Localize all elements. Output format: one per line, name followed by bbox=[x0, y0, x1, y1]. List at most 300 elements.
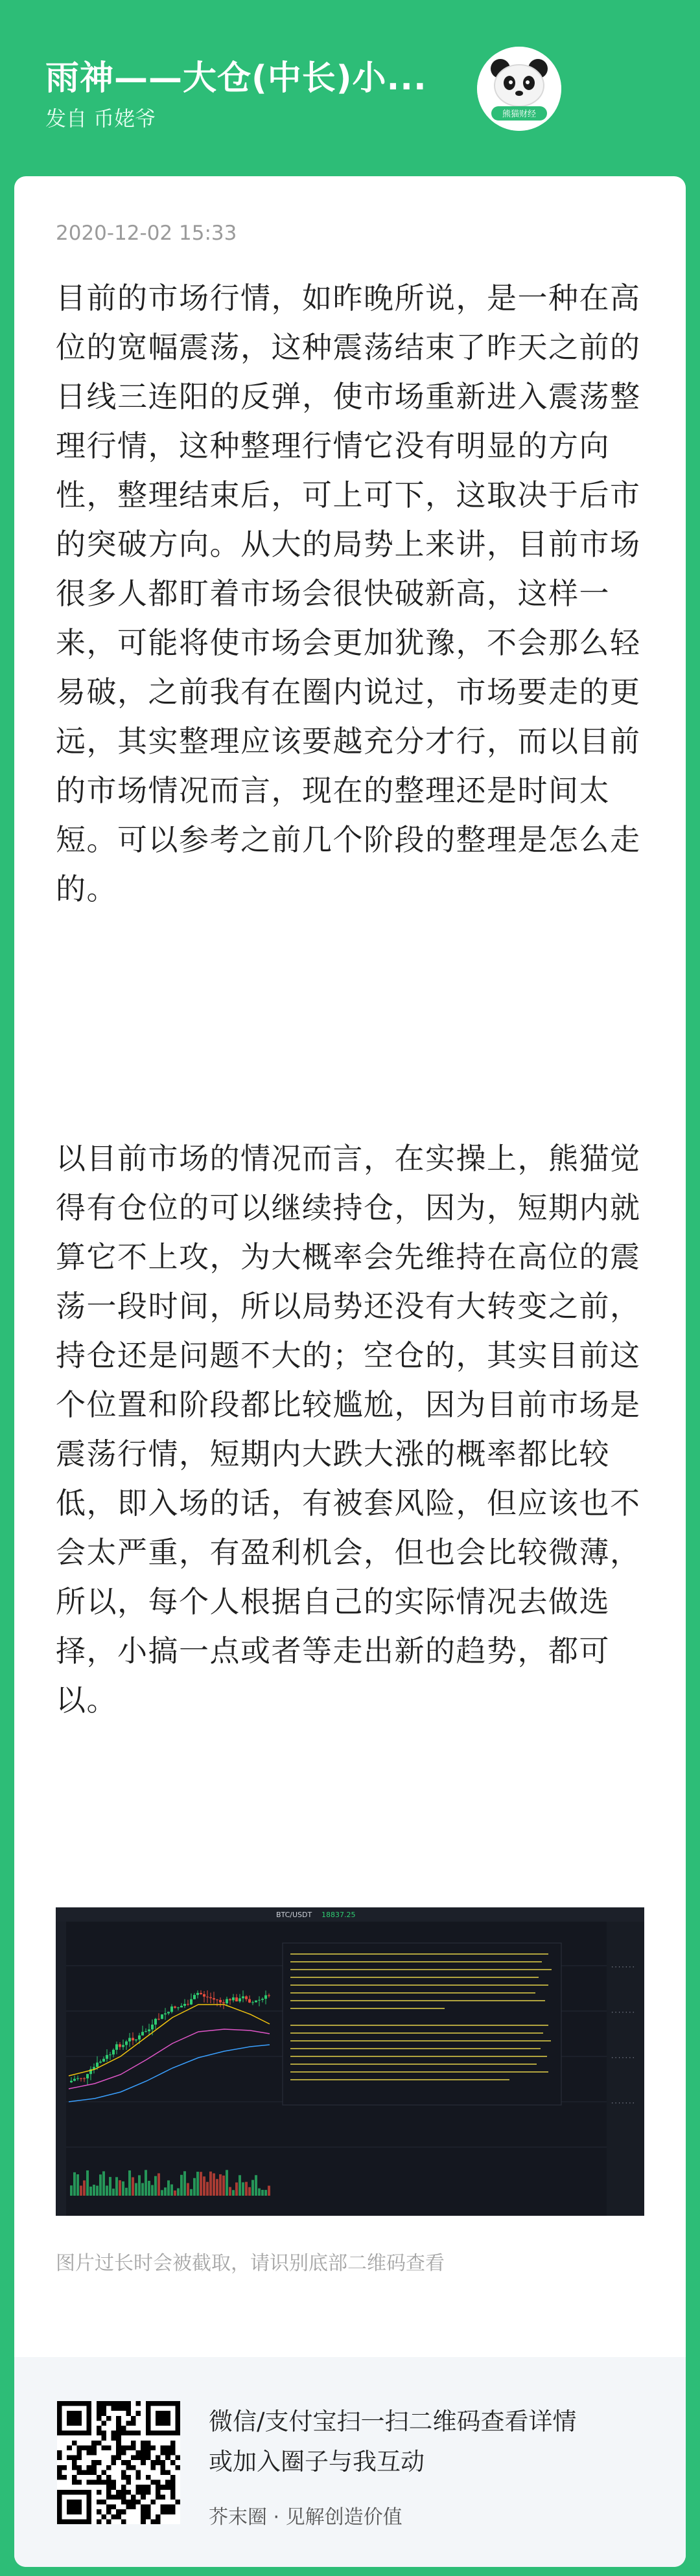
volume-bar bbox=[161, 2190, 163, 2196]
candle-body bbox=[83, 2078, 86, 2079]
candle-body bbox=[122, 2045, 124, 2047]
volume-bar bbox=[206, 2182, 209, 2196]
publisher-line bbox=[45, 102, 156, 132]
qr-module bbox=[97, 2475, 102, 2480]
qr-module bbox=[150, 2480, 156, 2485]
qr-module bbox=[126, 2505, 131, 2510]
qr-module bbox=[150, 2445, 156, 2450]
candle-body bbox=[264, 1995, 267, 1999]
qr-module bbox=[165, 2485, 170, 2490]
candlestick-chart-image bbox=[56, 1907, 644, 2216]
qr-module bbox=[76, 2465, 82, 2470]
qr-module bbox=[57, 2455, 62, 2461]
volume-bar bbox=[96, 2186, 99, 2196]
qr-module bbox=[136, 2490, 141, 2495]
candle-body bbox=[86, 2074, 89, 2078]
qr-module bbox=[106, 2494, 111, 2500]
qr-module bbox=[170, 2450, 176, 2455]
qr-module bbox=[97, 2480, 102, 2485]
qr-module bbox=[126, 2460, 131, 2465]
volume-bar bbox=[183, 2171, 186, 2196]
qr-module bbox=[91, 2445, 97, 2450]
volume-bar bbox=[154, 2176, 157, 2196]
volume-bar bbox=[93, 2185, 95, 2196]
candle-body bbox=[219, 2000, 222, 2003]
qr-module bbox=[131, 2494, 136, 2500]
qr-module bbox=[116, 2416, 121, 2421]
qr-module bbox=[141, 2519, 146, 2524]
qr-module bbox=[136, 2431, 141, 2436]
svg-text:·······: ······· bbox=[611, 1964, 635, 1971]
candle-body bbox=[196, 1993, 199, 1995]
candle-body bbox=[164, 2014, 167, 2015]
qr-module bbox=[146, 2455, 151, 2461]
volume-bar bbox=[158, 2173, 160, 2196]
candle-body bbox=[239, 1998, 241, 2001]
qr-module bbox=[175, 2455, 180, 2461]
qr-module bbox=[161, 2485, 166, 2490]
qr-module bbox=[156, 2519, 161, 2524]
qr-module bbox=[126, 2445, 131, 2450]
qr-module bbox=[150, 2500, 156, 2505]
candle-body bbox=[145, 2031, 147, 2032]
candle-body bbox=[161, 2014, 163, 2019]
qr-module bbox=[170, 2509, 176, 2514]
qr-module bbox=[121, 2509, 126, 2514]
volume-bar bbox=[235, 2183, 238, 2196]
qr-module bbox=[97, 2460, 102, 2465]
qr-module bbox=[165, 2505, 170, 2510]
qr-module bbox=[161, 2505, 166, 2510]
qr-module bbox=[97, 2519, 102, 2524]
qr-module bbox=[126, 2406, 131, 2411]
volume-bar bbox=[151, 2185, 154, 2196]
volume-bar bbox=[232, 2190, 235, 2196]
volume-bar bbox=[200, 2172, 202, 2196]
qr-module bbox=[156, 2514, 161, 2520]
qr-module bbox=[116, 2450, 121, 2455]
qr-module bbox=[126, 2500, 131, 2505]
qr-module bbox=[121, 2475, 126, 2480]
qr-module bbox=[121, 2406, 126, 2411]
volume-bar bbox=[222, 2176, 225, 2196]
volume-bar bbox=[190, 2189, 192, 2196]
qr-module bbox=[101, 2431, 106, 2436]
qr-module bbox=[101, 2411, 106, 2416]
volume-bar bbox=[242, 2182, 244, 2196]
qr-module bbox=[131, 2431, 136, 2436]
qr-module bbox=[121, 2485, 126, 2490]
qr-module bbox=[116, 2401, 121, 2406]
volume-bar bbox=[248, 2187, 251, 2196]
chart-screenshot-image[interactable] bbox=[56, 1907, 644, 2216]
qr-module bbox=[91, 2480, 97, 2485]
volume-bar bbox=[216, 2179, 218, 2196]
qr-module bbox=[170, 2445, 176, 2450]
volume-bar bbox=[167, 2180, 170, 2196]
candle-body bbox=[180, 2006, 183, 2008]
qr-module bbox=[111, 2460, 117, 2465]
qr-module bbox=[141, 2509, 146, 2514]
qr-module bbox=[121, 2426, 126, 2431]
qr-module bbox=[116, 2426, 121, 2431]
candle-body bbox=[73, 2079, 76, 2081]
qr-module bbox=[156, 2485, 161, 2490]
volume-bar bbox=[174, 2191, 176, 2196]
qr-module bbox=[87, 2450, 92, 2455]
qr-module bbox=[141, 2460, 146, 2465]
avatar-badge-text: 熊猫财经 bbox=[502, 109, 537, 119]
candle-body bbox=[258, 2000, 261, 2001]
qr-module bbox=[91, 2441, 97, 2446]
qr-module bbox=[72, 2460, 77, 2465]
post-card bbox=[14, 176, 686, 2567]
qr-module bbox=[106, 2401, 111, 2406]
qr-module bbox=[131, 2505, 136, 2510]
qr-module bbox=[87, 2465, 92, 2470]
qr-module bbox=[146, 2505, 151, 2510]
qr-module bbox=[136, 2485, 141, 2490]
qr-finder bbox=[67, 2500, 82, 2514]
qr-module bbox=[91, 2450, 97, 2455]
candle-body bbox=[200, 1993, 202, 1994]
qr-module bbox=[116, 2445, 121, 2450]
qr-module bbox=[175, 2500, 180, 2505]
qr-module bbox=[131, 2445, 136, 2450]
candle-body bbox=[216, 1999, 218, 2000]
qr-module bbox=[121, 2450, 126, 2455]
qr-module bbox=[146, 2485, 151, 2490]
qr-module bbox=[131, 2441, 136, 2446]
chart-pair-label: BTC/USDT bbox=[276, 1911, 312, 1919]
candle-body bbox=[138, 2036, 141, 2040]
qr-module bbox=[150, 2465, 156, 2470]
qr-module bbox=[116, 2455, 121, 2461]
qr-module bbox=[150, 2519, 156, 2524]
candle-body bbox=[203, 1994, 205, 1997]
qr-module bbox=[161, 2465, 166, 2470]
qr-module bbox=[76, 2455, 82, 2461]
qr-module bbox=[126, 2411, 131, 2416]
qr-module bbox=[97, 2509, 102, 2514]
qr-module bbox=[57, 2450, 62, 2455]
volume-bar bbox=[209, 2172, 212, 2196]
qr-module bbox=[165, 2509, 170, 2514]
volume-bar bbox=[145, 2170, 147, 2196]
qr-module bbox=[106, 2475, 111, 2480]
qr-module bbox=[146, 2509, 151, 2514]
volume-bar bbox=[73, 2172, 76, 2196]
chart-price-label: 18837.25 bbox=[321, 1911, 356, 1919]
qr-module bbox=[111, 2505, 117, 2510]
qr-module bbox=[116, 2509, 121, 2514]
qr-module bbox=[111, 2401, 117, 2406]
publisher-prefix: 发自 bbox=[45, 106, 88, 131]
qr-module bbox=[87, 2445, 92, 2450]
qr-module bbox=[126, 2475, 131, 2480]
volume-bar bbox=[261, 2190, 264, 2196]
candle-body bbox=[106, 2055, 108, 2059]
qr-module bbox=[170, 2460, 176, 2465]
volume-bar bbox=[80, 2185, 82, 2196]
qr-module bbox=[161, 2450, 166, 2455]
qr-module bbox=[97, 2401, 102, 2406]
qr-module bbox=[67, 2445, 72, 2450]
qr-module bbox=[91, 2470, 97, 2475]
candle-body bbox=[187, 2004, 189, 2005]
volume-bar bbox=[112, 2189, 115, 2196]
volume-bar bbox=[164, 2187, 167, 2196]
volume-bar bbox=[268, 2186, 270, 2196]
qr-module bbox=[76, 2450, 82, 2455]
qr-code-icon[interactable] bbox=[57, 2401, 180, 2524]
qr-module bbox=[170, 2490, 176, 2495]
volume-bar bbox=[135, 2183, 137, 2196]
qr-module bbox=[165, 2445, 170, 2450]
qr-module bbox=[116, 2421, 121, 2426]
qr-module bbox=[106, 2505, 111, 2510]
post-date: 2020-12-02 15:33 bbox=[56, 222, 237, 245]
qr-module bbox=[170, 2475, 176, 2480]
footer-qr-section bbox=[14, 2357, 686, 2567]
paragraph-2: 以目前市场的情况而言，在实操上，熊猫觉得有仓位的可以继续持仓，因为，短期内就算它不上攻，为大概率会先维持在高位的震荡一段时间，所以局势还没有大转变之前，持仓还是问题不大的；空仓的，其实目前这个位置和阶段都比较尴尬，因为目前市场是震荡行情，短期内大跌大涨的概率都比较低，即入场的话，有被套风险，但应该也不会太严重，有盈利机会，但也会比较微薄，所以，每个人根据自己的实际情况去做选择，小搞一点或者等走出新的趋势，都可以。 bbox=[56, 1141, 641, 1718]
qr-module bbox=[82, 2470, 87, 2475]
candle-body bbox=[99, 2062, 102, 2063]
volume-bar bbox=[89, 2187, 92, 2196]
candle-body bbox=[248, 1999, 251, 2003]
qr-module bbox=[106, 2480, 111, 2485]
qr-module bbox=[57, 2475, 62, 2480]
qr-module bbox=[136, 2470, 141, 2475]
qr-module bbox=[131, 2455, 136, 2461]
qr-module bbox=[72, 2480, 77, 2485]
qr-module bbox=[141, 2445, 146, 2450]
candle-body bbox=[151, 2025, 154, 2029]
candle-body bbox=[102, 2059, 105, 2062]
candle-body bbox=[128, 2038, 131, 2041]
qr-module bbox=[82, 2445, 87, 2450]
qr-module bbox=[76, 2470, 82, 2475]
qr-module bbox=[121, 2445, 126, 2450]
qr-module bbox=[156, 2455, 161, 2461]
qr-module bbox=[116, 2431, 121, 2436]
candle-body bbox=[235, 1997, 238, 2001]
qr-module bbox=[76, 2445, 82, 2450]
candle-body bbox=[170, 2007, 173, 2012]
qr-module bbox=[165, 2470, 170, 2475]
qr-module bbox=[126, 2480, 131, 2485]
candle-body bbox=[232, 1997, 235, 2000]
volume-bar bbox=[99, 2174, 102, 2196]
qr-module bbox=[165, 2455, 170, 2461]
qr-finder bbox=[67, 2411, 82, 2426]
qr-module bbox=[101, 2406, 106, 2411]
volume-bar bbox=[115, 2177, 118, 2196]
candle-body bbox=[226, 1999, 228, 2004]
qr-module bbox=[101, 2480, 106, 2485]
candle-body bbox=[76, 2078, 79, 2079]
svg-text:·······: ······· bbox=[611, 2100, 635, 2107]
qr-module bbox=[126, 2490, 131, 2495]
candle-body bbox=[193, 1995, 196, 1999]
qr-module bbox=[106, 2465, 111, 2470]
candle-body bbox=[261, 1999, 264, 2000]
volume-bar bbox=[122, 2181, 124, 2196]
avatar[interactable] bbox=[477, 47, 561, 131]
candle-body bbox=[245, 1996, 248, 1999]
qr-module bbox=[57, 2470, 62, 2475]
qr-module bbox=[136, 2455, 141, 2461]
qr-module bbox=[76, 2480, 82, 2485]
candle-body bbox=[174, 2007, 176, 2008]
svg-text:·······: ······· bbox=[611, 2010, 635, 2016]
candle-body bbox=[190, 1999, 192, 2005]
qr-module bbox=[72, 2441, 77, 2446]
candle-body bbox=[154, 2019, 157, 2025]
qr-module bbox=[121, 2401, 126, 2406]
qr-module bbox=[141, 2494, 146, 2500]
volume-bar bbox=[76, 2174, 79, 2196]
qr-module bbox=[131, 2500, 136, 2505]
footer-line-1: 微信/支付宝扫一扫二维码查看详情 bbox=[209, 2408, 577, 2435]
qr-finder bbox=[156, 2411, 170, 2426]
qr-module bbox=[121, 2460, 126, 2465]
volume-bar bbox=[148, 2181, 150, 2196]
qr-module bbox=[175, 2465, 180, 2470]
candle-body bbox=[125, 2041, 128, 2045]
qr-module bbox=[170, 2480, 176, 2485]
qr-module bbox=[106, 2490, 111, 2495]
volume-bar bbox=[102, 2171, 105, 2196]
volume-bar bbox=[138, 2175, 141, 2196]
qr-module bbox=[146, 2475, 151, 2480]
chart-annotation-box bbox=[283, 1943, 561, 2105]
qr-module bbox=[72, 2465, 77, 2470]
qr-module bbox=[136, 2450, 141, 2455]
qr-module bbox=[116, 2406, 121, 2411]
candle-body bbox=[115, 2044, 118, 2050]
candle-body bbox=[167, 2012, 170, 2013]
volume-bar bbox=[119, 2180, 121, 2196]
qr-module bbox=[106, 2416, 111, 2421]
qr-module bbox=[170, 2441, 176, 2446]
volume-bar bbox=[258, 2189, 261, 2196]
volume-bar bbox=[213, 2173, 215, 2196]
qr-module bbox=[136, 2401, 141, 2406]
qr-module bbox=[141, 2485, 146, 2490]
qr-module bbox=[131, 2421, 136, 2426]
qr-module bbox=[126, 2421, 131, 2426]
qr-module bbox=[97, 2490, 102, 2495]
qr-module bbox=[97, 2426, 102, 2431]
volume-bar bbox=[255, 2175, 257, 2196]
qr-module bbox=[121, 2500, 126, 2505]
qr-module bbox=[165, 2480, 170, 2485]
qr-module bbox=[141, 2514, 146, 2520]
volume-bar bbox=[125, 2188, 128, 2196]
qr-module bbox=[111, 2435, 117, 2441]
qr-module bbox=[156, 2494, 161, 2500]
candle-body bbox=[109, 2054, 111, 2055]
qr-module bbox=[91, 2465, 97, 2470]
qr-module bbox=[62, 2475, 67, 2480]
post-title: 雨神——大仓(中长)小... bbox=[45, 59, 427, 98]
volume-bar bbox=[203, 2176, 205, 2196]
qr-module bbox=[106, 2485, 111, 2490]
image-caption: 图片过长时会被截取，请识别底部二维码查看 bbox=[56, 2252, 445, 2275]
footer-tagline: 芥末圈 · 见解创造价值 bbox=[209, 2506, 402, 2529]
qr-module bbox=[101, 2421, 106, 2426]
candle-body bbox=[148, 2029, 150, 2031]
candle-body bbox=[268, 1995, 270, 1996]
qr-module bbox=[150, 2460, 156, 2465]
qr-module bbox=[136, 2411, 141, 2416]
qr-module bbox=[161, 2470, 166, 2475]
volume-bar bbox=[70, 2185, 73, 2196]
qr-module bbox=[116, 2514, 121, 2520]
qr-module bbox=[101, 2401, 106, 2406]
publisher-name[interactable]: 币姥爷 bbox=[93, 106, 156, 131]
qr-module bbox=[62, 2465, 67, 2470]
volume-bar bbox=[245, 2182, 248, 2196]
candle-body bbox=[141, 2032, 144, 2035]
volume-bar bbox=[264, 2190, 267, 2196]
qr-module bbox=[97, 2406, 102, 2411]
candle-body bbox=[80, 2078, 82, 2079]
candle-body bbox=[132, 2038, 134, 2040]
qr-module bbox=[106, 2509, 111, 2514]
volume-bar bbox=[86, 2170, 89, 2196]
qr-module bbox=[126, 2401, 131, 2406]
qr-module bbox=[72, 2455, 77, 2461]
qr-module bbox=[72, 2475, 77, 2480]
volume-bar bbox=[193, 2178, 196, 2196]
qr-module bbox=[111, 2494, 117, 2500]
qr-module bbox=[146, 2514, 151, 2520]
qr-module bbox=[165, 2450, 170, 2455]
volume-bar bbox=[219, 2174, 222, 2196]
volume-bar bbox=[141, 2183, 144, 2196]
qr-module bbox=[131, 2416, 136, 2421]
qr-module bbox=[97, 2411, 102, 2416]
qr-module bbox=[111, 2514, 117, 2520]
qr-module bbox=[111, 2485, 117, 2490]
candle-body bbox=[229, 1999, 231, 2001]
qr-module bbox=[121, 2470, 126, 2475]
qr-module bbox=[156, 2480, 161, 2485]
volume-bar bbox=[128, 2170, 131, 2196]
qr-module bbox=[126, 2431, 131, 2436]
header bbox=[0, 0, 700, 175]
volume-bar bbox=[109, 2177, 111, 2196]
qr-module bbox=[116, 2435, 121, 2441]
qr-module bbox=[156, 2460, 161, 2465]
qr-module bbox=[67, 2455, 72, 2461]
qr-module bbox=[101, 2500, 106, 2505]
qr-module bbox=[131, 2465, 136, 2470]
qr-module bbox=[161, 2494, 166, 2500]
volume-bar bbox=[177, 2189, 180, 2196]
qr-module bbox=[116, 2494, 121, 2500]
candle-body bbox=[70, 2081, 73, 2082]
volume-bar bbox=[229, 2187, 231, 2196]
panda-logo-icon bbox=[477, 47, 561, 131]
qr-module bbox=[106, 2445, 111, 2450]
qr-module bbox=[87, 2470, 92, 2475]
qr-module bbox=[141, 2450, 146, 2455]
qr-module bbox=[170, 2494, 176, 2500]
qr-module bbox=[126, 2465, 131, 2470]
